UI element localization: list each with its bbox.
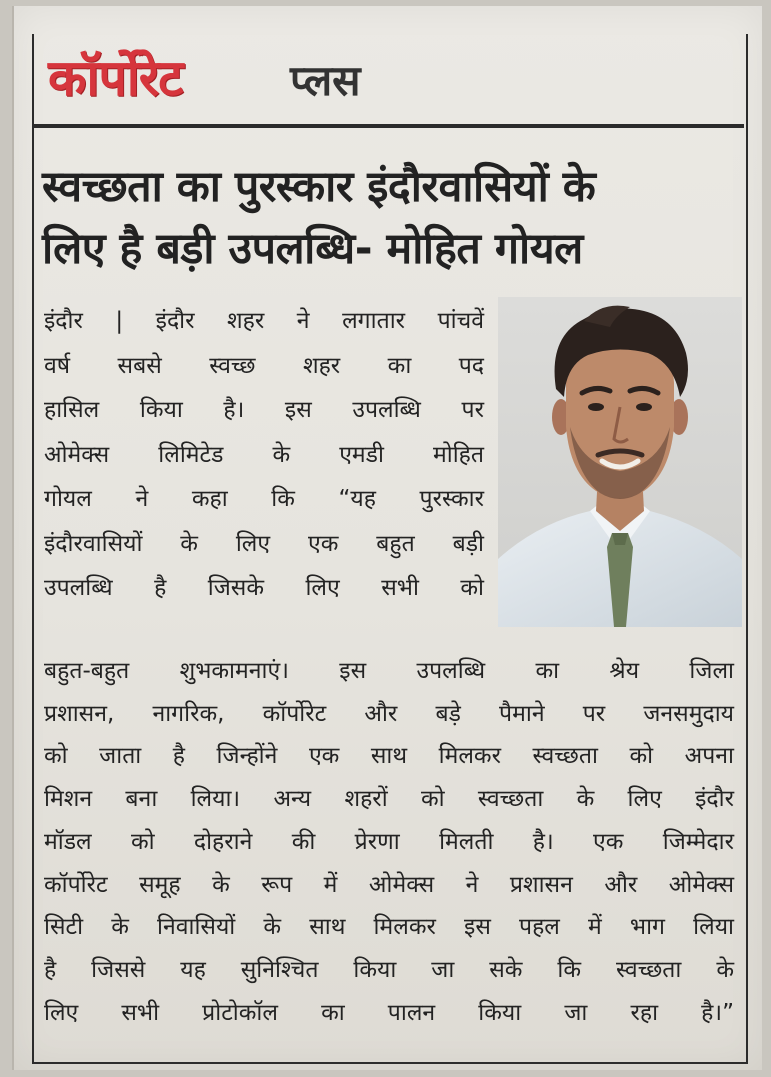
body-line: कॉर्पोरेट समूह के रूप में ओमेक्स ने प्रशासन और ओमेक्स xyxy=(44,871,734,898)
body-line: प्रशासन, नागरिक, कॉर्पोरेट और बड़े पैमाने पर जनसमुदाय xyxy=(44,700,734,727)
body-line: ओमेक्स लिमिटेड के एमडी मोहित xyxy=(44,441,484,468)
body-line: उपलब्धि है जिसके लिए सभी को xyxy=(44,575,484,601)
article-body-full xyxy=(44,650,734,1034)
newspaper-clipping xyxy=(12,6,762,1070)
body-line: इंदौर | इंदौर शहर ने लगातार पांचवें xyxy=(44,308,484,334)
body-line: हासिल किया है। इस उपलब्धि पर xyxy=(44,397,484,423)
headline-line-2: लिए है बड़ी उपलब्धि- मोहित गोयल xyxy=(42,224,583,274)
body-line: गोयल ने कहा कि “यह पुरस्कार xyxy=(44,486,484,512)
article-body-wrapped xyxy=(44,299,484,611)
section-brand: कॉर्पोरेट xyxy=(48,49,183,107)
article-headline xyxy=(42,156,732,280)
section-suffix: प्लस xyxy=(290,56,361,105)
body-line: इंदौरवासियों के लिए एक बहुत बड़ी xyxy=(44,530,484,557)
body-line: मॉडल को दोहराने की प्रेरणा मिलती है। एक जिम्मेदार xyxy=(44,828,734,855)
headline-line-1: स्वच्छता का पुरस्कार इंदौरवासियों के xyxy=(42,162,596,212)
portrait-photo xyxy=(498,297,742,627)
body-line: बहुत-बहुत शुभकामनाएं। इस उपलब्धि का श्रेय जिला xyxy=(44,658,734,684)
body-line: लिए सभी प्रोटोकॉल का पालन किया जा रहा है।” xyxy=(44,999,734,1026)
portrait-illustration xyxy=(498,297,742,627)
body-line: वर्ष सबसे स्वच्छ शहर का पद xyxy=(44,352,484,379)
body-line: को जाता है जिन्होंने एक साथ मिलकर स्वच्छता को अपना xyxy=(44,743,734,770)
body-line: है जिससे यह सुनिश्चित किया जा सके कि स्वच्छता के xyxy=(44,956,734,983)
body-line: सिटी के निवासियों के साथ मिलकर इस पहल में भाग लिया xyxy=(44,914,734,941)
body-line: मिशन बना लिया। अन्य शहरों को स्वच्छता के लिए इंदौर xyxy=(44,786,734,813)
